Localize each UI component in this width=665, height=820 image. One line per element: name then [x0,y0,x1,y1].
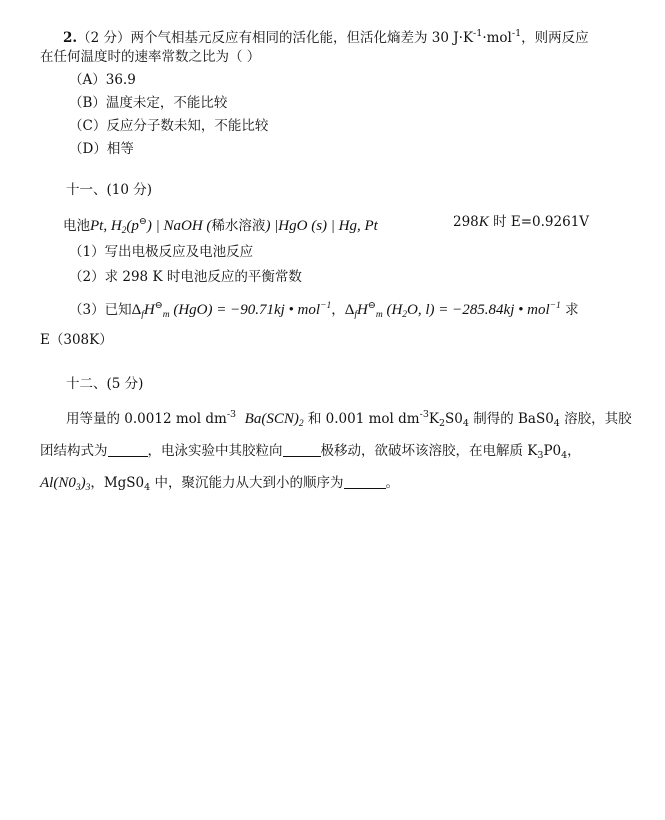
answer-blank-electrode[interactable] [283,443,321,457]
q11-item-3-line-2: E（308K） [40,332,113,348]
q2-number: 2. [63,30,78,46]
item3-suffix: 求 [560,302,579,318]
temp-value: 298 [453,214,479,230]
q11-heading: 十一、(10 分) [66,182,153,198]
q12-l2-a: 团结构式为 [40,443,108,459]
f2-standard-symbol: ⊖ [367,301,376,311]
f2-sub-f: f [354,310,358,320]
q12-l1-f: 溶胶，其胶 [559,411,632,427]
temp-text: 时 E=0.9261V [488,214,590,230]
f1-exponent: −1 [320,301,332,311]
q12-l1-sup1: -3 [226,409,237,420]
q12-line-1 [66,404,632,435]
q12-l1-sub3: 4 [553,418,560,429]
q12-l1-sub1: 2 [438,418,446,429]
q12-line-2 [40,440,581,467]
cell-m4: ) |HgO (s) | Hg, Pt [265,218,378,234]
q12-l3-sub1: 4 [144,482,151,493]
f2-expression-b: O, l) = −285.84kj • mol [407,302,550,318]
q12-l2-e: ， [567,443,581,459]
q2-points: （2 分） [77,30,131,46]
q2-line-2: 在任何温度时的速率常数之比为（ ） [40,49,261,65]
q11-cell-notation [63,211,378,242]
cell-m2: (p [126,218,139,234]
q12-l1-d: S0 [445,411,463,427]
cell-m1: Pt, H [90,218,122,234]
f1-sub-m: m [162,310,170,320]
q12-l1-sub2: 4 [462,418,469,429]
q12-l1-a: 用等量的 0.0012 mol dm [66,411,227,427]
q2-option-a: （A）36.9 [69,72,136,88]
standard-state-symbol: ⊖ [138,217,147,227]
q12-heading: 十二、(5 分) [66,376,144,392]
temp-unit: K [478,214,489,230]
q12-l2-sub1: 3 [537,450,544,461]
q11-item-2: （2）求 298 K 时电池反应的平衡常数 [69,269,302,285]
q12-l1-c: K [428,411,439,427]
q11-temperature [453,211,589,233]
aluminium-nitrate-formula: Al(N0 [40,475,76,491]
q2-option-c: （C）反应分子数未知，不能比较 [69,118,269,134]
q11-item-1: （1）写出电极反应及电池反应 [69,244,254,260]
f1-sub-f: f [141,310,144,320]
q2-text-1: 两个气相基元反应有相同的活化能，但活化熵差为 30 J·K [130,30,474,46]
q12-l3-a: ，MgS0 [90,475,145,491]
q12-l1-m1-sub: 2 [298,419,304,429]
f2-expression-a: (H [382,302,403,318]
unit-sup-1: -1 [473,28,483,39]
q12-l2-c: 极移动，欲破坏该溶胶，在电解质 K [320,443,538,459]
q12-l1-e: 制得的 BaS0 [468,411,554,427]
f1-expression: (HgO) = −90.71kj • mol [169,302,321,318]
q12-line-3 [40,472,399,499]
f2-sub-m: m [375,310,383,320]
formula-separator: ， [331,302,345,318]
barium-thiocyanate-formula: Ba(SCN) [244,411,299,427]
q12-l3-m1-sub: 3 [75,483,81,493]
q12-l2-d: P0 [543,443,562,459]
f2-exponent: −1 [549,301,561,311]
q2-option-d: （D）相等 [69,141,134,157]
f1-delta: Δ [131,302,142,318]
f1-standard-symbol: ⊖ [154,301,163,311]
unit-sup-2: -1 [511,28,522,39]
f1-h: H [143,302,155,318]
q12-l1-b: 和 0.001 mol dm [303,411,420,427]
cell-prefix: 电池 [63,218,90,234]
item3-prefix: （3）已知 [69,302,132,318]
f2-delta: Δ [344,302,355,318]
q12-l1-sup2: -3 [419,409,429,420]
q12-l2-b: ，电泳实验中其胶粒向 [147,443,283,459]
q12-l2-sub2: 4 [561,450,568,461]
q11-item-3 [69,294,579,327]
q2-option-b: （B）温度未定，不能比较 [69,95,228,111]
q12-l3-m2-sub: 3 [85,483,91,493]
q2-text-1-end: ，则两反应 [521,30,589,46]
q12-l3-b: 中，聚沉能力从大到小的顺序为 [150,475,344,491]
q12-l3-m2: ) [80,475,86,491]
f2-sub-2: 2 [402,310,408,320]
q2-line-1 [63,25,589,47]
f2-h: H [357,302,368,318]
unit-mid: ·mol [482,30,512,46]
q12-l3-c: 。 [385,475,399,491]
cell-m1-sub: 2 [121,226,127,236]
answer-blank-structure[interactable] [108,443,148,457]
answer-blank-order[interactable] [344,475,386,489]
cell-m3: ) | NaOH ( [146,218,212,234]
cell-solution: 稀水溶液 [211,218,266,234]
